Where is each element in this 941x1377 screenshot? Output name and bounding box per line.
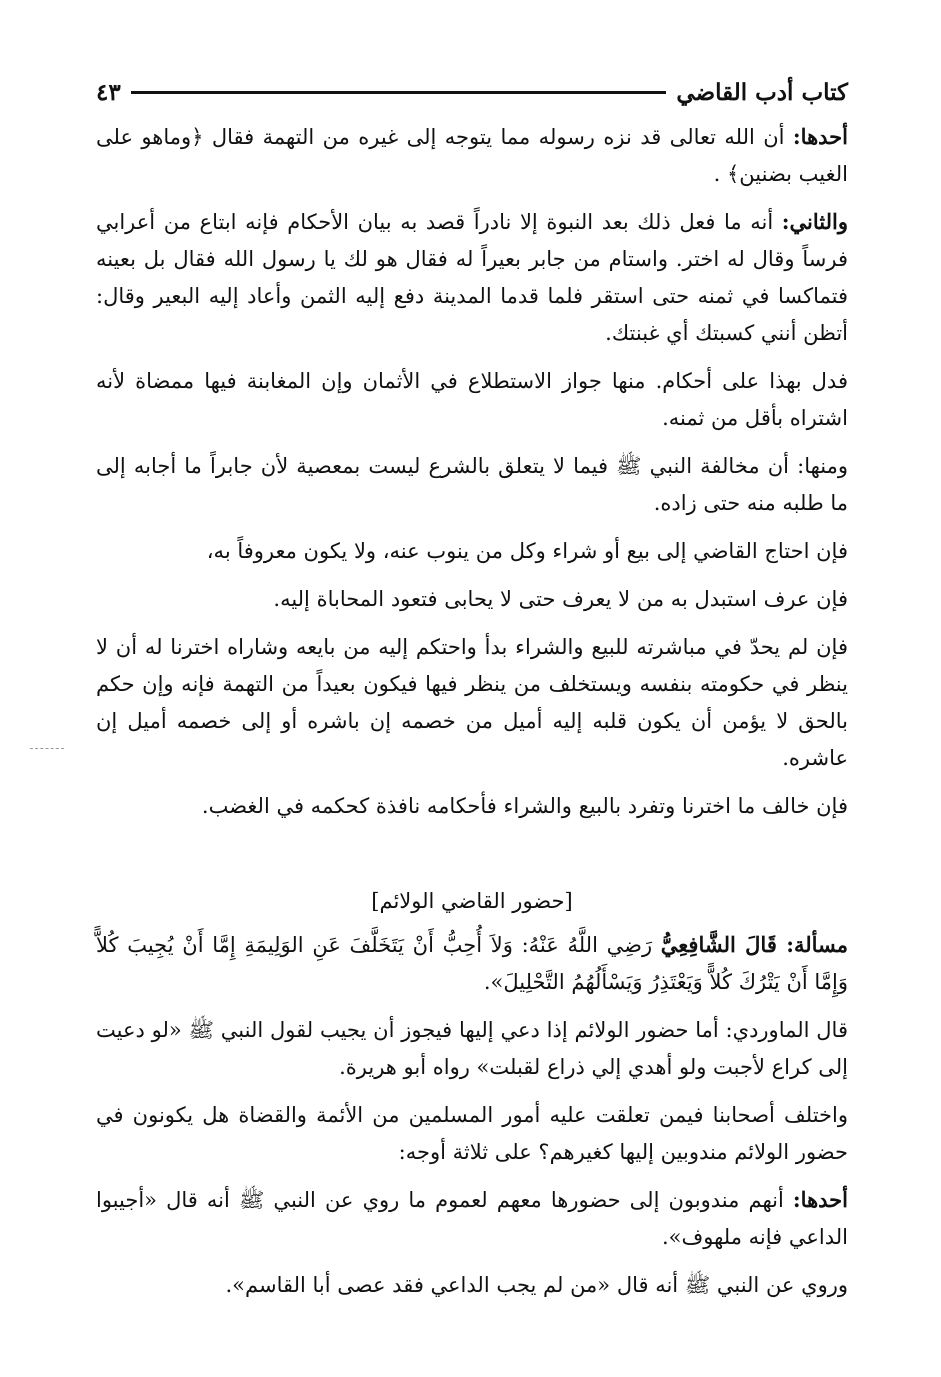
paragraph-text: أن الله تعالى قد نزه رسوله مما يتوجه إلى غيره من التهمة فقال ﴿وماهو على الغيب بضنين﴾ . xyxy=(96,125,848,186)
paragraph xyxy=(96,926,848,1001)
paragraph xyxy=(96,362,848,437)
paragraph xyxy=(96,118,848,193)
paragraph-text: فإن خالف ما اخترنا وتفرد بالبيع والشراء فأحكامه نافذة كحكمه في الغضب. xyxy=(201,794,848,818)
running-header xyxy=(96,70,848,114)
paragraph-text: فإن احتاج القاضي إلى بيع أو شراء وكل من ينوب عنه، ولا يكون معروفاً به، xyxy=(206,539,848,563)
paragraph-text: أنهم مندوبون إلى حضورها معهم لعموم ما روي عن النبي ﷺ أنه قال «أجيبوا الداعي فإنه ملهوف». xyxy=(96,1188,848,1249)
paragraph-lead: أحدها: xyxy=(792,1187,848,1212)
paragraph-text: وروي عن النبي ﷺ أنه قال «من لم يجب الداعي فقد عصى أبا القاسم». xyxy=(225,1273,848,1297)
paragraph-text: واختلف أصحابنا فيمن تعلقت عليه أمور المسلمين من الأئمة والقضاة هل يكونون في حضور الولائم مندوبين إليها كغيرهم؟ على ثلاثة أوجه: xyxy=(96,1103,848,1164)
paragraph xyxy=(96,580,848,618)
paragraph-lead: مسألة: قَالَ الشَّافِعِيُّ xyxy=(660,932,848,957)
paragraph xyxy=(96,532,848,570)
paragraph xyxy=(96,1181,848,1256)
scan-mark xyxy=(30,748,64,749)
paragraph-text: فإن عرف استبدل به من لا يعرف حتى لا يحابى فتعود المحاباة إليه. xyxy=(273,587,848,611)
paragraph xyxy=(96,1266,848,1304)
paragraph-text: فإن لم يحدّ في مباشرته للبيع والشراء بدأ واحتكم إليه من بايعه وشاراه اخترنا له أن لا ينظر في حكومته بنفسه ويستخلف من ينظر فيها فيكون بعيداً من التهمة فإنه وإن حكم بالحق لا يؤمن أن يكون قلبه إليه أميل من خصمه إن باشره أو إلى خصمه أميل إن عاشره. xyxy=(96,635,848,770)
paragraph xyxy=(96,447,848,522)
section-heading: [حضور القاضي الولائم] xyxy=(371,889,573,913)
page-body xyxy=(96,70,848,1314)
paragraph-text: فدل بهذا على أحكام. منها جواز الاستطلاع في الأثمان وإن المغابنة فيها ممضاة لأنه اشتراه بأقل من ثمنه. xyxy=(96,369,848,430)
page-number: ٤٣ xyxy=(96,78,121,106)
paragraph xyxy=(96,1096,848,1171)
paragraph-text: رَضِي اللَّهُ عَنْهُ: وَلاَ أُحِبُّ أَنْ يَتَخَلَّفَ عَنِ الوَلِيمَةِ إِمَّا أَنْ يُجِيبَ كُلاًّ وَإِمَّا أَنْ يَتْرُكَ كُلاًّ وَيَعْتَذِرُ وَيَسْأَلُهُمُ التَّحْلِيلَ». xyxy=(96,933,848,994)
paragraph xyxy=(96,203,848,352)
paragraph-text: قال الماوردي: أما حضور الولائم إذا دعي إليها فيجوز أن يجيب لقول النبي ﷺ «لو دعيت إلى كراع لأجبت ولو أهدي إلي ذراع لقبلت» رواه أبو هريرة. xyxy=(96,1018,848,1079)
paragraph xyxy=(96,628,848,777)
paragraph-text: أنه ما فعل ذلك بعد النبوة إلا نادراً قصد به بيان الأحكام فإنه ابتاع من أعرابي فرساً وقال له اختر. واستام من جابر بعيراً له فقال هو لك يا رسول الله فقال بل بعينه فتماكسا في ثمنه حتى استقر فلما قدما المدينة دفع إليه الثمن وأعاد إليه البعير وقال: أتظن أنني كسبتك أي غبنتك. xyxy=(96,210,848,345)
book-title: كتاب أدب القاضي xyxy=(676,78,848,106)
paragraph-lead: والثاني: xyxy=(781,209,848,234)
paragraph-lead: أحدها: xyxy=(792,124,848,149)
header-rule xyxy=(131,91,667,94)
paragraph xyxy=(96,787,848,825)
paragraph xyxy=(96,1011,848,1086)
paragraph-text: ومنها: أن مخالفة النبي ﷺ فيما لا يتعلق بالشرع ليست بمعصية لأن جابراً ما أجابه إلى ما طلبه منه حتى زاده. xyxy=(96,454,848,515)
